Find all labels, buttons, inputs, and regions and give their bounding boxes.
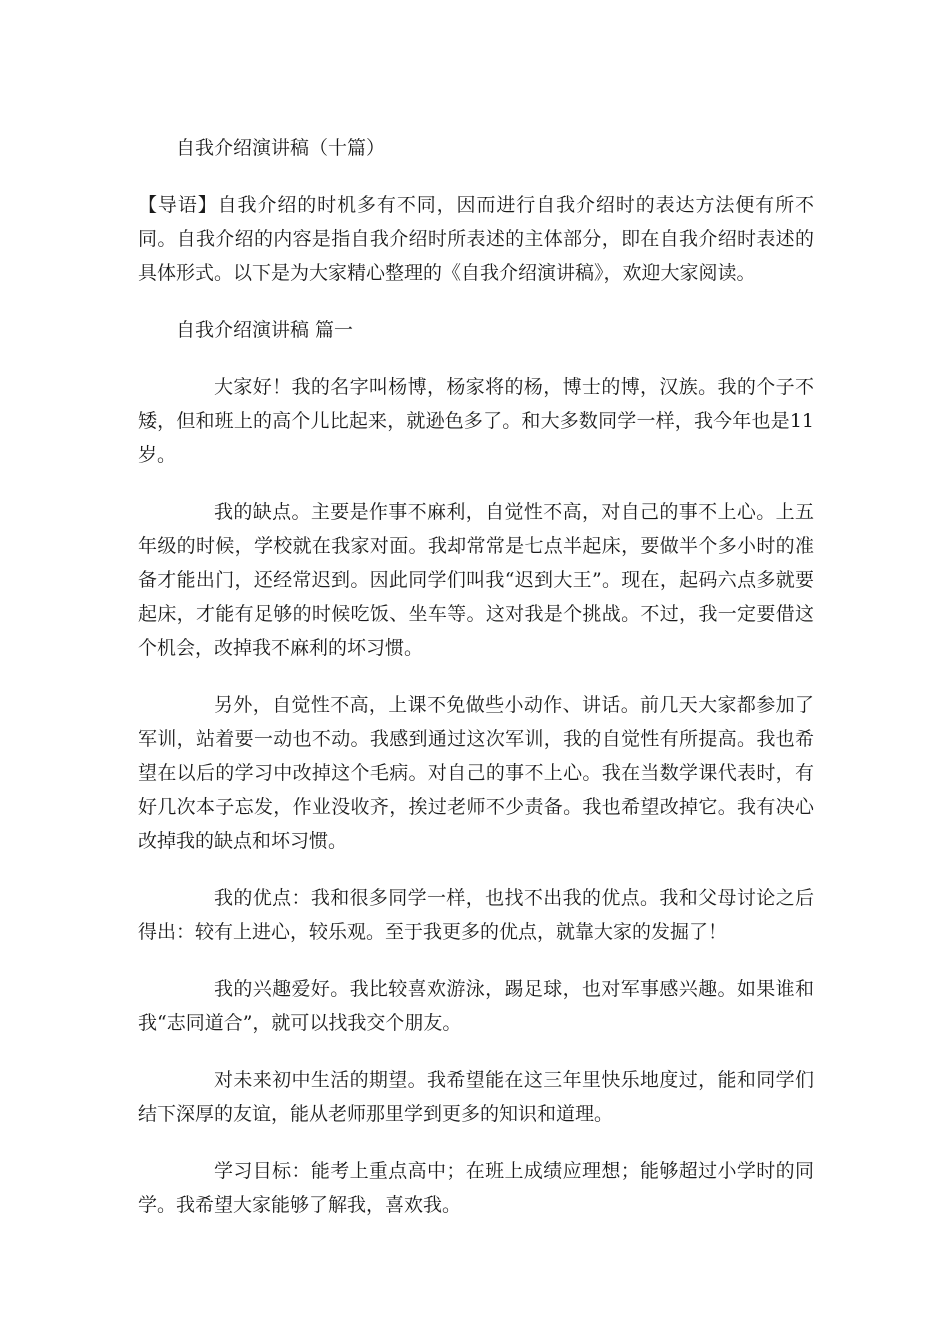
body-paragraph-6: 对未来初中生活的期望。我希望能在这三年里快乐地度过，能和同学们结下深厚的友谊，能从老师那里学到更多的知识和道理。 — [138, 1069, 814, 1125]
body-paragraph-4: 我的优点：我和很多同学一样，也找不出我的优点。我和父母讨论之后得出：较有上进心，较乐观。至于我更多的优点，就靠大家的发掘了！ — [138, 887, 814, 943]
body-paragraph-5: 我的兴趣爱好。我比较喜欢游泳，踢足球，也对军事感兴趣。如果谁和我“志同道合”，就可以找我交个朋友。 — [138, 978, 814, 1034]
body-paragraph-3: 另外，自觉性不高，上课不免做些小动作、讲话。前几天大家都参加了军训，站着要一动也不动。我感到通过这次军训，我的自觉性有所提高。我也希望在以后的学习中改掉这个毛病。对自己的事不上心。我在当数学课代表时，有好几次本子忘发，作业没收齐，挨过老师不少责备。我也希望改掉它。我有决心改掉我的缺点和坏习惯。 — [138, 694, 814, 852]
body-paragraph-1: 大家好！我的名字叫杨博，杨家将的杨，博士的博，汉族。我的个子不矮，但和班上的高个儿比起来，就逊色多了。和大多数同学一样，我今年也是11岁。 — [138, 376, 814, 466]
document-title: 自我介绍演讲稿（十篇） — [176, 137, 386, 159]
body-paragraph-2: 我的缺点。主要是作事不麻利，自觉性不高，对自己的事不上心。上五年级的时候，学校就在我家对面。我却常常是七点半起床，要做半个多小时的准备才能出门，还经常迟到。因此同学们叫我“迟到大王”。现在，起码六点多就要起床，才能有足够的时候吃饭、坐车等。这对我是个挑战。不过，我一定要借这个机会，改掉我不麻利的坏习惯。 — [138, 501, 814, 659]
body-paragraph-7: 学习目标：能考上重点高中；在班上成绩应理想；能够超过小学时的同学。我希望大家能够了解我，喜欢我。 — [138, 1160, 814, 1216]
intro-paragraph: 【导语】自我介绍的时机多有不同，因而进行自我介绍时的表达方法便有所不同。自我介绍的内容是指自我介绍时所表述的主体部分，即在自我介绍时表述的具体形式。以下是为大家精心整理的《自我介绍演讲稿》，欢迎大家阅读。 — [138, 194, 814, 284]
document-body — [138, 131, 814, 1245]
section-heading: 自我介绍演讲稿 篇一 — [176, 319, 354, 341]
